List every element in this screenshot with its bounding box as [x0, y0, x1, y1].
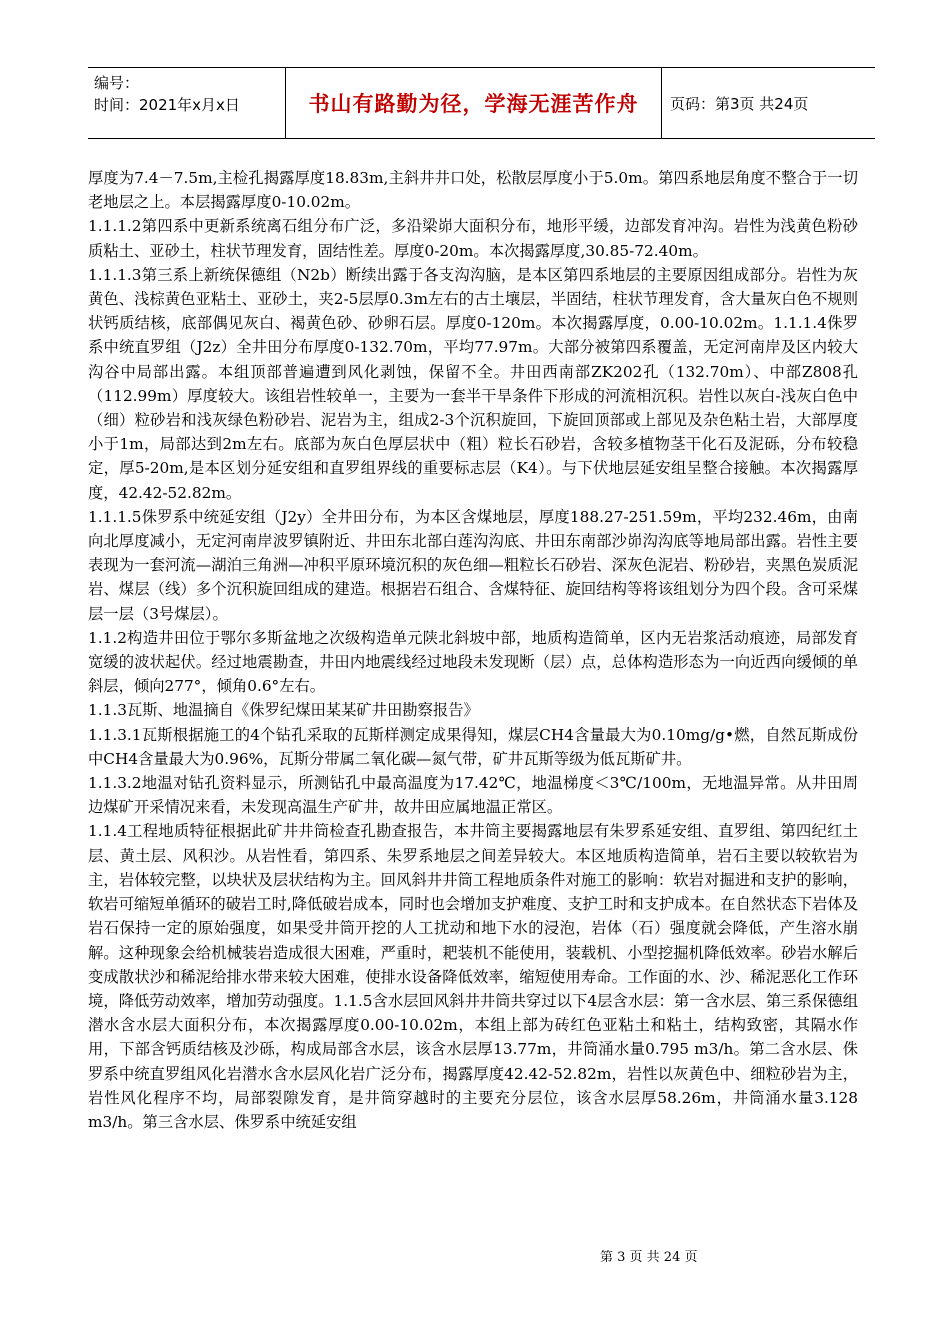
paragraph: 1.1.4工程地质特征根据此矿井井筒检查孔勘查报告，本井筒主要揭露地层有朱罗系延安组、直罗组、第四纪红土层、黄土层、风积沙。从岩性看，第四系、朱罗系地层之间差异较大。本区地质构造简单，岩石主要以较软岩为主，岩体较完整，以块状及层状结构为主。回风斜井井筒工程地质条件对施工的影响：软岩对掘进和支护的影响，软岩可缩短单循环的破岩工时,降低破岩成本，同时也会增加支护难度、支护工时和支护成本。在自然状态下岩体及岩石保持一定的原始强度，如果受井筒开挖的人工扰动和地下水的浸泡，岩体（石）强度就会降低，产生溶水崩解。这种现象会给机械装岩造成很大困难，严重时，耙装机不能使用，装载机、小型挖掘机降低效率。砂岩水解后变成散状沙和稀泥给排水带来较大困难，使排水设备降低效率，缩短使用寿命。工作面的水、沙、稀泥恶化工作环境，降低劳动效率，增加劳动强度。1.1.5含水层回风斜井井筒共穿过以下4层含水层：第一含水层、第三系保德组潜水含水层大面积分布，本次揭露厚度0.00-10.02m，本组上部为砖红色亚粘土和粘土，结构致密，其隔水作用，下部含钙质结核及沙砾，构成局部含水层，该含水层厚13.77m，井筒涌水量0.795 m3/h。第二含水层、侏罗系中统直罗组风化岩潜水含水层风化岩广泛分布，揭露厚度42.42-52.82m，岩性以灰黄色中、细粒砂岩为主，岩性风化程序不均，局部裂隙发育，是井筒穿越时的主要充分层位，该含水层厚58.26m，井筒涌水量3.128 m3/h。第三含水层、侏罗系中统延安组: [88, 822, 858, 1131]
header-meta: [88, 68, 286, 138]
body-text: [88, 166, 858, 1134]
paragraph: 1.1.3.2地温对钻孔资料显示，所测钻孔中最高温度为17.42℃，地温梯度＜3℃/100m，无地温异常。从井田周边煤矿开采情况来看，未发现高温生产矿井，故井田应属地温正常区。: [88, 774, 858, 817]
paragraph: 1.1.2构造井田位于鄂尔多斯盆地之次级构造单元陕北斜坡中部，地质构造简单，区内无岩浆活动痕迹，局部发育宽缓的波状起伏。经过地震勘查，井田内地震线经过地段未发现断（层）点，总体构造形态为一向近西向缓倾的单斜层，倾向277°，倾角0.6°左右。: [88, 628, 858, 696]
paragraph: 1.1.3.1瓦斯根据施工的4个钻孔采取的瓦斯样测定成果得知，煤层CH4含量最大为0.10mg/g•燃，自然瓦斯成份中CH4含量最大为0.96%，瓦斯分带属二氧化碳—氮气带，矿井瓦斯等级为低瓦斯矿井。: [88, 725, 858, 768]
paragraph: 1.1.1.5侏罗系中统延安组（J2y）全井田分布，为本区含煤地层，厚度188.27-251.59m，平均232.46m，由南向北厚度减小，无定河南岸波罗镇附近、井田东北部白莲沟沟底、井田东南部沙峁沟沟底等地局部出露。岩性主要表现为一套河流—湖泊三角洲—冲积平原环境沉积的灰色细—粗粒长石砂岩、深灰色泥岩、粉砂岩，夹黑色炭质泥岩、煤层（线）多个沉积旋回组成的建造。根据岩石组合、含煤特征、旋回结构等将该组划分为四个段。含可采煤层一层（3号煤层）。: [88, 507, 858, 623]
paragraph: 1.1.1.3第三系上新统保德组（N2b）断续出露于各支沟沟脑，是本区第四系地层的主要原因组成部分。岩性为灰黄色、浅棕黄色亚粘土、亚砂土，夹2-5层厚0.3m左右的古土壤层，半固结，柱状节理发育，含大量灰白色不规则状钙质结核，底部偶见灰白、褐黄色砂、砂卵石层。厚度0-120m。本次揭露厚度，0.00-10.02m。1.1.1.4侏罗系中统直罗组（J2z）全井田分布厚度0-132.70m，平均77.97m。大部分被第四系覆盖，无定河南岸及区内较大沟谷中局部出露。本组顶部普遍遭到风化剥蚀，保留不全。井田西南部ZK202孔（132.70m）、中部Z808孔（112.99m）厚度较大。该组岩性较单一，主要为一套半干旱条件下形成的河流相沉积。岩性以灰白-浅灰白色中（细）粒砂岩和浅灰绿色粉砂岩、泥岩为主，组成2-3个沉积旋回，下旋回顶部或上部见及杂色粘土岩，大部厚度小于1m，局部达到2m左右。底部为灰白色厚层状中（粗）粒长石砂岩，含较多植物茎干化石及泥砾，分布较稳定，厚5-20m,是本区划分延安组和直罗组界线的重要标志层（K4）。与下伏地层延安组呈整合接触。本次揭露厚度，42.42-52.82m。: [88, 265, 858, 502]
header-page-info: 页码：第3页 共24页: [670, 94, 809, 113]
paragraph: 1.1.3瓦斯、地温摘自《侏罗纪煤田某某矿井田勘察报告》: [88, 701, 479, 720]
header-number-label: 编号：: [94, 74, 140, 92]
paragraph: 厚度为7.4－7.5m,主检孔揭露厚度18.83m,主斜井井口处，松散层厚度小于5.0m。第四系地层角度不整合于一切老地层之上。本层揭露厚度0-10.02m。: [88, 169, 858, 212]
page-footer: 第 3 页 共 24 页: [600, 1250, 698, 1265]
paragraph: 1.1.1.2第四系中更新系统离石组分布广泛，多沿梁峁大面积分布，地形平缓，边部发育冲沟。岩性为浅黄色粉砂质粘土、亚砂土，柱状节理发育，固结性差。厚度0-20m。本次揭露厚度,30.85-72.40m。: [88, 217, 858, 260]
header-motto: 书山有路勤为径，学海无涯苦作舟: [286, 68, 662, 138]
page-header: [88, 67, 875, 139]
header-time-label: 时间：2021年x月x日: [94, 96, 240, 114]
